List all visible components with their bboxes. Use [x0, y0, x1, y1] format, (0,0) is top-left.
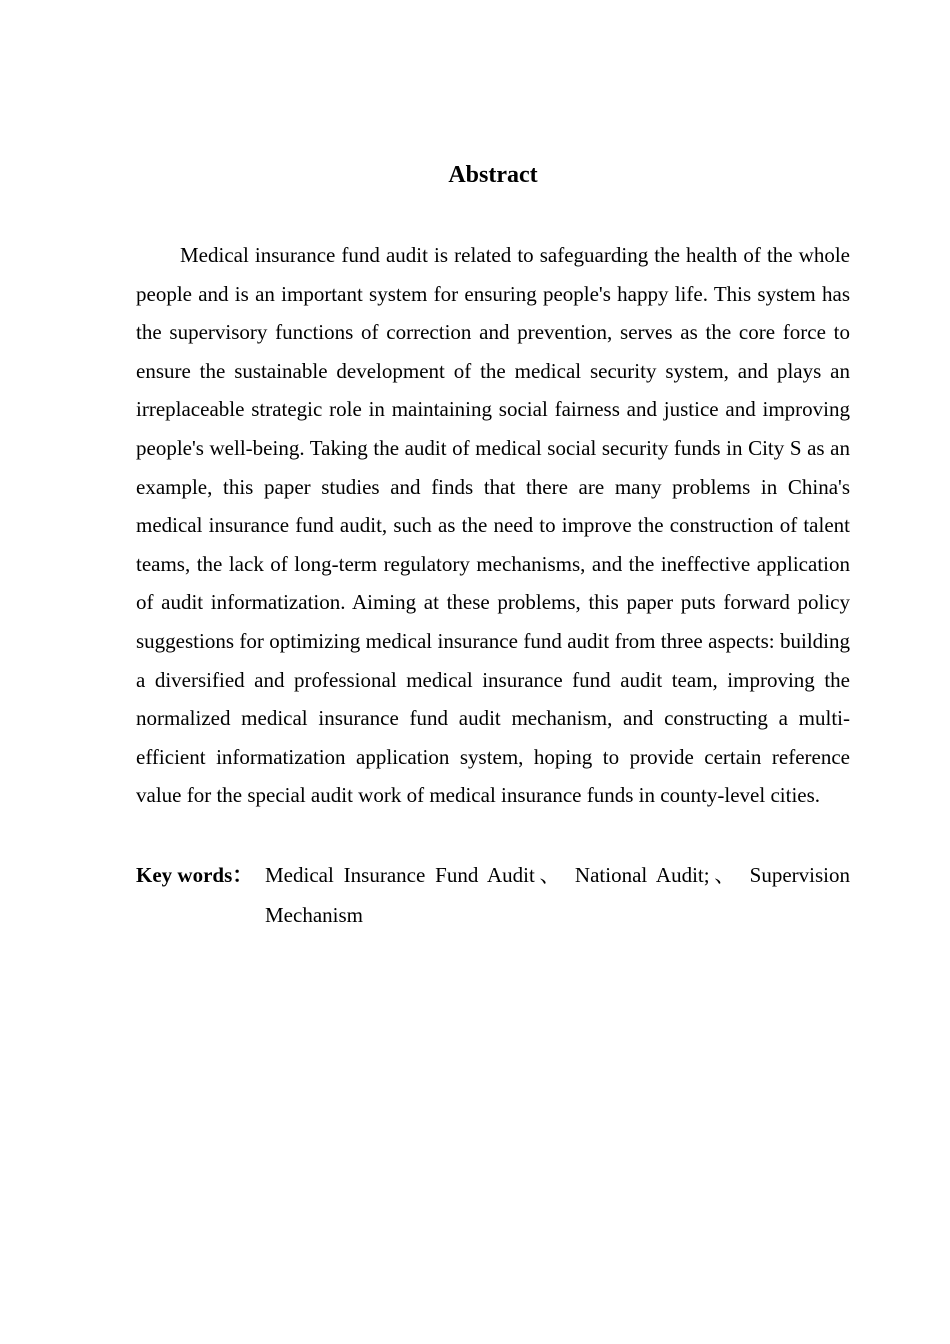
abstract-body: Medical insurance fund audit is related to safeguarding the health of the whole people and is an important system for ensuring people's happy life. This system has the supervisory functions of correction and prevention, serves as the core force to ensure the sustainable development of the medical security system, and plays an irreplaceable strategic role in maintaining social fairness and justice and improving people's well-being. Taking the audit of medical social security funds in City S as an example, this paper studies and finds that there are many problems in China's medical insurance fund audit, such as the need to improve the construction of talent teams, the lack of long-term regulatory mechanisms, and the ineffective application of audit informatization. Aiming at these problems, this paper puts forward policy suggestions for optimizing medical insurance fund audit from three aspects: building a diversified and professional medical insurance fund audit team, improving the normalized medical insurance fund audit mechanism, and constructing a multi-efficient informatization application system, hoping to provide certain reference value for the special audit work of medical insurance funds in county-level cities.	[136, 243, 850, 808]
abstract-title: Abstract	[448, 162, 538, 188]
keywords-label: Key words：	[136, 863, 254, 887]
keywords-text: Medical Insurance Fund Audit、 National Audit;、 Supervision Mechanism	[265, 863, 850, 927]
keywords-section	[136, 855, 850, 935]
